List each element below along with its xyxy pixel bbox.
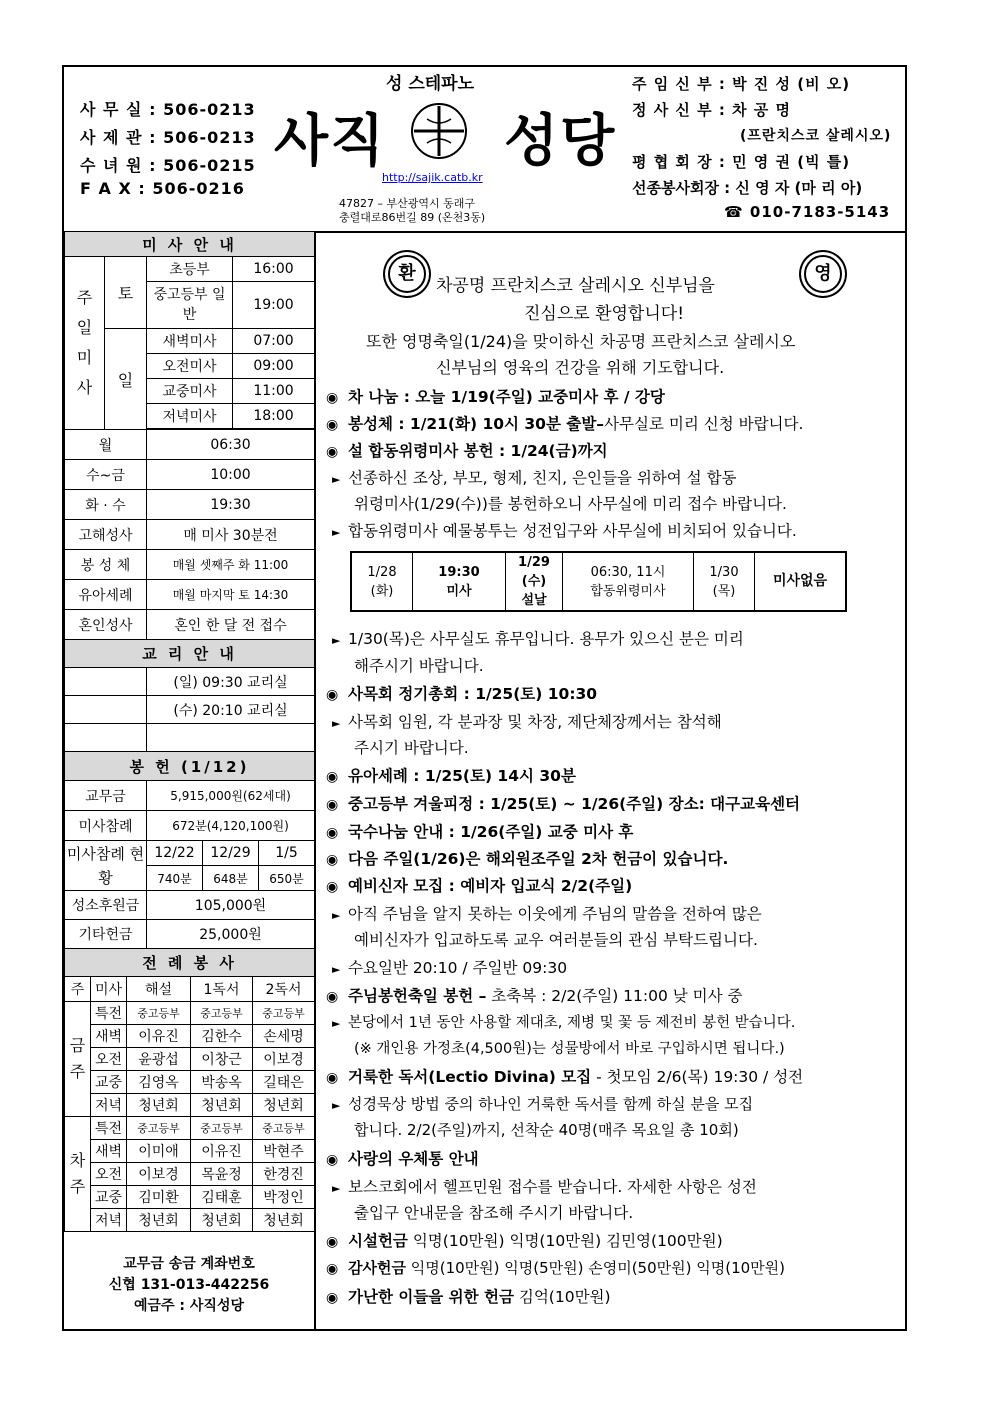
weekday-name: 화 · 수 (65, 490, 147, 520)
liturgy-reader: 김태훈 (191, 1186, 253, 1209)
notice-item: ◉ 사목회 정기총회 : 1/25(토) 10:30 (326, 685, 598, 703)
mass-time: 07:00 (233, 329, 315, 354)
liturgy-header: 해설 (127, 977, 191, 1002)
left-column (64, 231, 314, 1232)
sched-cell: 1/28 (화) (351, 552, 413, 611)
notice-item: ◉ 주님봉헌축일 봉헌 – 초축복 : 2/2(주일) 11:00 낮 미사 중 (326, 987, 743, 1005)
sched-cell: 06:30, 11시 합동위령미사 (563, 552, 694, 611)
liturgy-title: 전 례 봉 사 (65, 949, 315, 977)
liturgy-reader: 이유진 (191, 1140, 253, 1163)
liturgy-reader: 한경진 (253, 1163, 315, 1186)
liturgy-reader: 박현주 (253, 1140, 315, 1163)
doctrine-row (147, 724, 315, 752)
liturgy-week-label: 차주 (65, 1117, 91, 1232)
mass-name: 저녁미사 (147, 404, 233, 429)
liturgy-reader: 김영옥 (127, 1071, 191, 1094)
welcome-badge-left: 환 (388, 255, 426, 293)
address-line-2: 충렬대로86번길 89 (온천3동) (339, 211, 486, 224)
staff-funeral: 선종봉사회장 : 신 영 자 (마 리 아) (632, 179, 863, 197)
notice-sub: 해주시기 바랍니다. (354, 657, 484, 675)
staff-phone: ☎ 010-7183-5143 (724, 203, 891, 221)
bulletin-frame (62, 65, 907, 1331)
notice-item: ◉ 예비신자 모집 : 예비자 입교식 2/2(주일) (326, 877, 633, 895)
liturgy-row (65, 1209, 315, 1232)
mass-time: 09:00 (233, 354, 315, 379)
weekday-time: 06:30 (147, 430, 315, 460)
notice-sub: ► 수요일반 20:10 / 주일반 09:30 (332, 959, 568, 977)
weekday-name: 수~금 (65, 460, 147, 490)
sacrament-name: 고해성사 (65, 520, 147, 550)
notice-item: ◉ 가난한 이들을 위한 헌금 김억(10만원) (326, 1288, 611, 1306)
liturgy-reader: 청년회 (191, 1209, 253, 1232)
notice-sub: 위령미사(1/29(수))를 봉헌하오니 사무실에 미리 접수 바랍니다. (354, 495, 787, 513)
liturgy-row (65, 1071, 315, 1094)
notice-sub: ► 1/30(목)은 사무실도 휴무입니다. 용무가 있으신 분은 미리 (332, 630, 744, 648)
mass-time: 11:00 (233, 379, 315, 404)
staff-assistant-name: (프란치스코 살레시오) (740, 128, 892, 144)
welcome-line-2: 진심으로 환영합니다! (524, 304, 685, 324)
notice-item: ◉ 국수나눔 안내 : 1/26(주일) 교중 미사 후 (326, 823, 634, 841)
staff-pastor: 주 임 신 부 : 박 진 성 (비 오) (632, 75, 851, 93)
liturgy-row (65, 1140, 315, 1163)
liturgy-reader: 손세명 (253, 1025, 315, 1048)
liturgy-reader: 청년회 (253, 1209, 315, 1232)
liturgy-reader: 이미애 (127, 1140, 191, 1163)
liturgy-reader: 중고등부 (191, 1002, 253, 1025)
liturgy-reader: 이유진 (127, 1025, 191, 1048)
liturgy-row (65, 1117, 315, 1140)
liturgy-reader: 김한수 (191, 1025, 253, 1048)
attendance-label: 미사참례 현황 (65, 841, 147, 891)
liturgy-week-label: 금주 (65, 1002, 91, 1117)
liturgy-reader: 중고등부 (253, 1117, 315, 1140)
liturgy-mass: 오전 (91, 1048, 127, 1071)
liturgy-mass: 저녁 (91, 1209, 127, 1232)
mass-name: 새벽미사 (147, 329, 233, 354)
liturgy-reader: 중고등부 (253, 1002, 315, 1025)
liturgy-reader: 청년회 (253, 1094, 315, 1117)
liturgy-reader: 청년회 (191, 1094, 253, 1117)
notice-item: ◉ 차 나눔 : 오늘 1/19(주일) 교중미사 후 / 강당 (326, 388, 665, 406)
doctrine-row: (일) 09:30 교리실 (147, 668, 315, 696)
sacrament-name: 유아세례 (65, 580, 147, 610)
notice-sub: 합니다. 2/2(주일)까지, 선착순 40명(매주 목요일 총 10회) (354, 1121, 739, 1139)
attendance-count: 648분 (203, 866, 259, 891)
liturgy-reader: 길태은 (253, 1071, 315, 1094)
address-line-1: 47827 – 부산광역시 동래구 (339, 197, 475, 210)
notice-sub: ► 본당에서 1년 동안 사용할 제대초, 제병 및 꽃 등 제전비 봉헌 받습니다. (332, 1015, 796, 1031)
notice-item: ◉ 중고등부 겨울피정 : 1/25(토) ~ 1/26(주일) 장소: 대구교육센터 (326, 795, 801, 813)
notice-item: ◉ 시설헌금 익명(10만원) 익명(10만원) 김민영(100만원) (326, 1232, 723, 1250)
notice-item: ◉ 감사헌금 익명(10만원) 익명(5만원) 손영미(50만원) 익명(10만원) (326, 1259, 785, 1277)
attendance-table (64, 840, 315, 949)
notice-sub: (※ 개인용 가정초(4,500원)는 성물방에서 바로 구입하시면 됩니다.) (354, 1041, 785, 1057)
offering-name: 기타헌금 (65, 920, 147, 949)
sacrament-value: 매 미사 30분전 (147, 520, 315, 550)
sun-label: 일 (105, 329, 147, 430)
mass-time: 16:00 (233, 257, 315, 282)
liturgy-reader: 중고등부 (191, 1117, 253, 1140)
memorial-schedule-table (350, 551, 847, 612)
offering-title: 봉 헌 (1/12) (65, 752, 315, 781)
doctrine-title: 교 리 안 내 (65, 640, 315, 668)
offering-value: 25,000원 (147, 920, 315, 949)
liturgy-row (65, 1163, 315, 1186)
account-line-3: 예금주 : 사직성당 (133, 1298, 244, 1314)
sched-cell: 1/30 (목) (694, 552, 755, 611)
mass-name: 중고등부 일반 (147, 282, 233, 329)
liturgy-header: 2독서 (253, 977, 315, 1002)
liturgy-mass: 오전 (91, 1163, 127, 1186)
notice-item: ◉ 유아세례 : 1/25(토) 14시 30분 (326, 767, 576, 785)
weekday-time: 10:00 (147, 460, 315, 490)
weekday-name: 월 (65, 430, 147, 460)
notice-item: ◉ 거룩한 독서(Lectio Divina) 모집 - 첫모임 2/6(목) 19:30 / 성전 (326, 1068, 804, 1086)
liturgy-table (64, 948, 315, 1232)
weekday-time: 19:30 (147, 490, 315, 520)
liturgy-header: 주 (65, 977, 91, 1002)
parish-name-left: 사직 (274, 109, 387, 174)
notice-item: ◉ 봉성체 : 1/21(화) 10시 30분 출발–사무실로 미리 신청 바랍니다. (326, 415, 804, 433)
liturgy-mass: 특전 (91, 1117, 127, 1140)
account-line-1: 교무금 송금 계좌번호 (123, 1256, 255, 1272)
column-divider (314, 231, 316, 1331)
contact-convent: 수 녀 원 : 506-0215 (80, 156, 256, 175)
offering-name: 교무금 (65, 781, 147, 811)
sacrament-value: 매월 셋째주 화 11:00 (147, 550, 315, 580)
mass-name: 교중미사 (147, 379, 233, 404)
notice-sub: ► 선종하신 조상, 부모, 형제, 친지, 은인들을 위하여 설 합동 (332, 469, 737, 487)
header (64, 67, 905, 233)
notice-sub: 출입구 안내문을 참조해 주시기 바랍니다. (354, 1204, 634, 1222)
doctrine-row: (수) 20:10 교리실 (147, 696, 315, 724)
mass-schedule-table (64, 231, 315, 841)
parish-url-link[interactable]: http://sajik.catb.kr (382, 171, 483, 184)
welcome-line-1: 차공명 프란치스코 살레시오 신부님을 (436, 276, 715, 296)
contact-rectory: 사 제 관 : 506-0213 (80, 128, 256, 147)
sunday-mass-label: 주일미사 (65, 257, 105, 430)
welcome-badge-right: 영 (804, 255, 842, 293)
offering-name: 미사참례 (65, 811, 147, 841)
attendance-count: 650분 (259, 866, 315, 891)
sacrament-name: 봉 성 체 (65, 550, 147, 580)
liturgy-row (65, 1025, 315, 1048)
sacrament-value: 혼인 한 달 전 접수 (147, 610, 315, 640)
sched-cell: 1/29 (수) 설날 (506, 552, 563, 611)
sacrament-name: 혼인성사 (65, 610, 147, 640)
staff-assistant: 정 사 신 부 : 차 공 명 (632, 101, 792, 119)
notice-sub: ► 사목회 임원, 각 분과장 및 차장, 제단체장께서는 참석해 (332, 713, 722, 731)
notice-sub: ► 성경묵상 방법 중의 하나인 거룩한 독서를 함께 하실 분을 모집 (332, 1095, 754, 1113)
liturgy-reader: 청년회 (127, 1094, 191, 1117)
liturgy-reader: 중고등부 (127, 1002, 191, 1025)
mass-time: 18:00 (233, 404, 315, 429)
sched-cell: 미사없음 (755, 552, 847, 611)
liturgy-header: 미사 (91, 977, 127, 1002)
account-line-2: 신협 131-013-442256 (108, 1277, 270, 1293)
parish-name-right: 성당 (504, 109, 617, 174)
notice-item: ◉ 사랑의 우체통 안내 (326, 1150, 479, 1168)
cross-logo-icon (409, 101, 469, 161)
notice-sub: ► 보스코회에서 헬프민원 접수를 받습니다. 자세한 사항은 성전 (332, 1178, 757, 1196)
liturgy-row (65, 1002, 315, 1025)
contact-office: 사 무 실 : 506-0213 (80, 100, 256, 119)
attendance-date: 1/5 (259, 841, 315, 866)
sacrament-value: 매월 마지막 토 14:30 (147, 580, 315, 610)
liturgy-mass: 교중 (91, 1071, 127, 1094)
liturgy-mass: 새벽 (91, 1025, 127, 1048)
liturgy-reader: 청년회 (127, 1209, 191, 1232)
sched-cell: 19:30 미사 (413, 552, 506, 611)
parish-subtitle: 성 스테파노 (386, 74, 475, 94)
offering-value: 5,915,000원(62세대) (147, 781, 315, 811)
mass-title: 미 사 안 내 (65, 232, 315, 257)
notice-sub: ► 아직 주님을 알지 못하는 이웃에게 주님의 말씀을 전하여 많은 (332, 905, 762, 923)
liturgy-reader: 이보경 (253, 1048, 315, 1071)
liturgy-reader: 이창근 (191, 1048, 253, 1071)
notice-sub: 예비신자가 입교하도록 교우 여러분들의 관심 부탁드립니다. (354, 931, 758, 949)
liturgy-reader: 윤광섭 (127, 1048, 191, 1071)
liturgy-row (65, 1094, 315, 1117)
liturgy-reader: 박송옥 (191, 1071, 253, 1094)
mass-name: 초등부 (147, 257, 233, 282)
liturgy-mass: 특전 (91, 1002, 127, 1025)
offering-name: 성소후원금 (65, 891, 147, 920)
notice-item: ◉ 다음 주일(1/26)은 해외원조주일 2차 헌금이 있습니다. (326, 850, 729, 868)
liturgy-mass: 교중 (91, 1186, 127, 1209)
liturgy-mass: 저녁 (91, 1094, 127, 1117)
liturgy-reader: 중고등부 (127, 1117, 191, 1140)
liturgy-reader: 박정인 (253, 1186, 315, 1209)
notice-sub: ► 합동위령미사 예물봉투는 성전입구와 사무실에 비치되어 있습니다. (332, 522, 797, 540)
staff-council: 평 협 회 장 : 민 영 권 (빅 틀) (632, 153, 851, 171)
liturgy-reader: 목윤정 (191, 1163, 253, 1186)
attendance-date: 12/29 (203, 841, 259, 866)
notice-item: ◉ 설 합동위령미사 봉헌 : 1/24(금)까지 (326, 442, 608, 460)
liturgy-row (65, 1048, 315, 1071)
liturgy-row (65, 1186, 315, 1209)
liturgy-reader: 이보경 (127, 1163, 191, 1186)
contact-fax: F A X : 506-0216 (80, 179, 245, 198)
mass-time: 19:00 (233, 282, 315, 329)
mass-name: 오전미사 (147, 354, 233, 379)
sat-label: 토 (105, 257, 147, 329)
liturgy-header: 1독서 (191, 977, 253, 1002)
offering-value: 105,000원 (147, 891, 315, 920)
notice-sub: 주시기 바랍니다. (354, 739, 469, 757)
offering-value: 672분(4,120,100원) (147, 811, 315, 841)
liturgy-mass: 새벽 (91, 1140, 127, 1163)
liturgy-reader: 김미환 (127, 1186, 191, 1209)
feast-line-1: 또한 영명축일(1/24)을 맞이하신 차공명 프란치스코 살레시오 (366, 332, 796, 351)
feast-line-2: 신부님의 영육의 건강을 위해 기도합니다. (436, 358, 725, 377)
attendance-date: 12/22 (147, 841, 203, 866)
attendance-count: 740분 (147, 866, 203, 891)
